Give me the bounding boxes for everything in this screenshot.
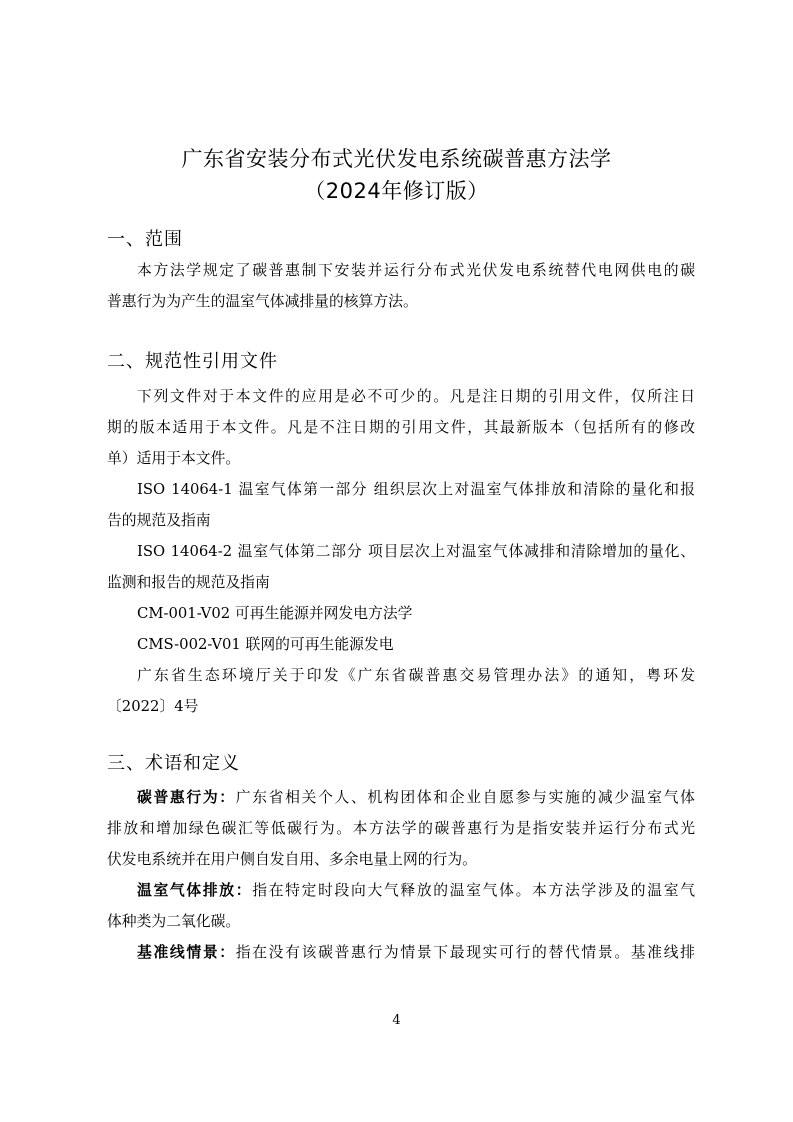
paragraph-line: 期的版本适用于本文件。凡是不注日期的引用文件，其最新版本（包括所有的修改 — [107, 419, 695, 436]
section-heading-definitions: 三、术语和定义 — [107, 753, 240, 774]
section-heading-scope: 一、范围 — [107, 229, 183, 250]
definition-text: 指在特定时段向大气释放的温室气体。本方法学涉及的温室气 — [252, 882, 695, 899]
definition-text: 指在没有该碳普惠行为情景下最现实可行的替代情景。基准线排 — [235, 944, 695, 961]
document-subtitle: （2024年修订版） — [304, 179, 489, 203]
section-definitions-body — [107, 782, 695, 968]
page-number: 4 — [392, 1013, 401, 1028]
definition-line — [107, 782, 695, 813]
reference-item-cont: 监测和报告的规范及指南 — [107, 574, 270, 591]
paragraph-line: 本方法学规定了碳普惠制下安装并运行分布式光伏发电系统替代电网供电的碳 — [137, 262, 695, 279]
definition-term: 碳普惠行为： — [137, 789, 236, 806]
definition-line: 排放和增加绿色碳汇等低碳行为。本方法学的碳普惠行为是指安装并运行分布式光 — [107, 820, 695, 837]
section-references-body — [107, 381, 695, 722]
section-scope-body — [107, 255, 695, 317]
reference-item: ISO 14064-2 温室气体第二部分 项目层次上对温室气体减排和清除增加的量化、 — [137, 543, 695, 560]
definition-term: 基准线情景： — [137, 944, 236, 961]
paragraph-line: 单）适用于本文件。 — [107, 450, 241, 467]
reference-item-cont: 告的规范及指南 — [107, 512, 211, 529]
section-heading-references: 二、规范性引用文件 — [107, 351, 278, 372]
document-title: 广东省安装分布式光伏发电系统碳普惠方法学 — [181, 147, 612, 171]
reference-item-cont: 〔2022〕4号 — [107, 698, 199, 715]
definition-line: 体种类为二氧化碳。 — [107, 913, 241, 930]
definition-line — [107, 937, 695, 968]
paragraph-line: 普惠行为为产生的温室气体减排量的核算方法。 — [107, 293, 418, 310]
definition-line: 伏发电系统并在用户侧自发自用、多余电量上网的行为。 — [107, 851, 477, 868]
reference-item: 广东省生态环境厅关于印发《广东省碳普惠交易管理办法》的通知，粤环发 — [137, 667, 695, 684]
paragraph-line: 下列文件对于本文件的应用是必不可少的。凡是注日期的引用文件，仅所注日 — [137, 388, 695, 405]
reference-item: CMS-002-V01 联网的可再生能源发电 — [137, 636, 394, 653]
definition-term: 温室气体排放： — [137, 882, 253, 899]
definition-text: 广东省相关个人、机构团体和企业自愿参与实施的减少温室气体 — [235, 789, 695, 806]
definition-line — [107, 875, 695, 906]
reference-item: CM-001-V02 可再生能源并网发电方法学 — [137, 605, 413, 622]
reference-item: ISO 14064-1 温室气体第一部分 组织层次上对温室气体排放和清除的量化和报 — [137, 481, 695, 498]
